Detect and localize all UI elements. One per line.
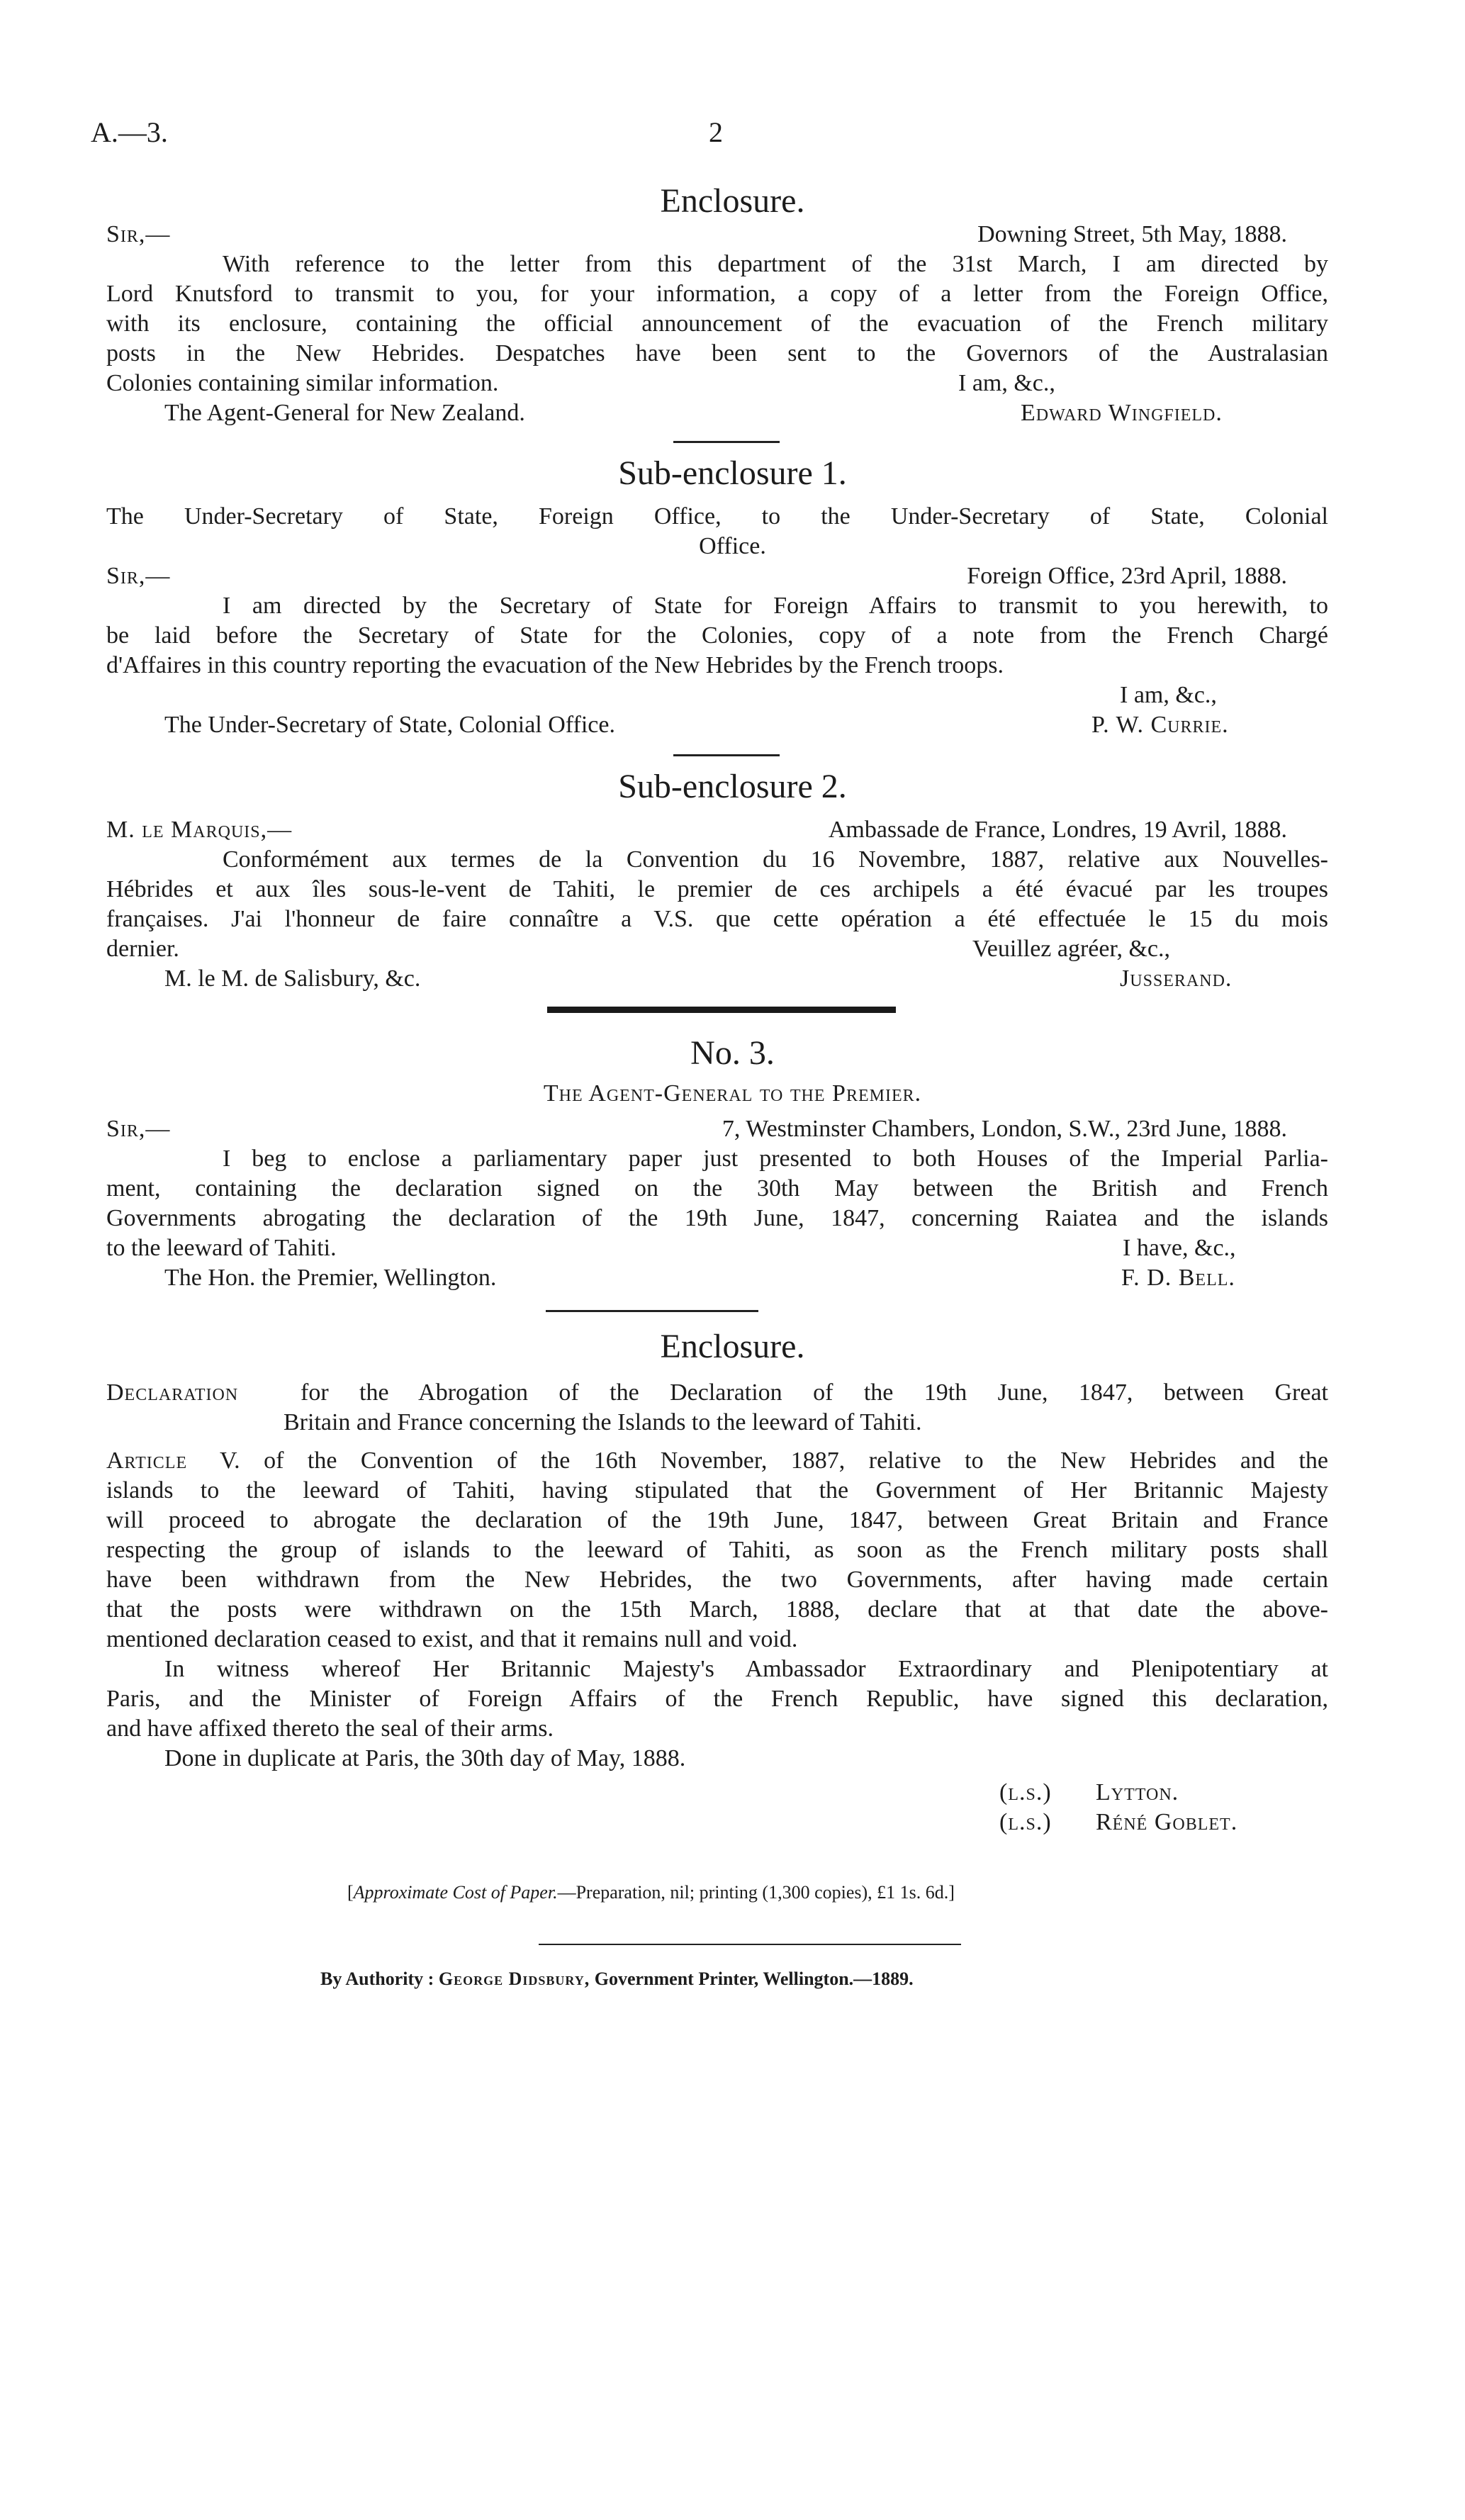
page-number: 2 (709, 116, 723, 148)
article-lead: Article (106, 1447, 188, 1474)
body-line: be laid before the Secretary of State for the Colonies, copy of a note from the French Chargé (106, 622, 1328, 649)
body-line: have been withdrawn from the New Hebrides, the two Governments, after having made certain (106, 1567, 1328, 1593)
printer-name: George Didsbury, (438, 1969, 590, 1989)
addressee: The Under-Secretary of State, Colonial Office. (164, 712, 615, 738)
body-line: will proceed to abrogate the declaration of the 19th June, 1847, between Great Britain and France (106, 1507, 1328, 1533)
body-line: ment, containing the declaration signed on the 30th May between the British and French (106, 1175, 1328, 1202)
closing: Veuillez agréer, &c., (972, 936, 1170, 962)
body-line: respecting the group of islands to the leeward of Tahiti, as soon as the French military posts shall (106, 1537, 1328, 1563)
section-divider (547, 1007, 896, 1013)
sub-enclosure-heading: Sub-enclosure 1. (618, 454, 847, 492)
enclosure-heading: Enclosure. (660, 1328, 805, 1365)
body-line: and have affixed thereto the seal of their arms. (106, 1715, 554, 1742)
imprint-lead: By Authority : (320, 1969, 434, 1989)
body-line: that the posts were withdrawn on the 15th March, 1888, declare that at that date the above- (106, 1596, 1328, 1623)
salutation: M. le Marquis,— (106, 817, 293, 843)
seal-mark: (l.s.) (999, 1779, 1052, 1805)
place-date: Ambassade de France, Londres, 19 Avril, 1888. (828, 817, 1287, 843)
addressee: M. le M. de Salisbury, &c. (164, 965, 421, 992)
body-line: In witness whereof Her Britannic Majesty's Ambassador Extraordinary and Plenipotentiary at (164, 1656, 1328, 1682)
series-number: A.—3. (91, 116, 168, 148)
body-line: Hébrides et aux îles sous-le-vent de Tahiti, le premier de ces archipels a été évacué par les troupes (106, 876, 1328, 902)
body-line: I beg to enclose a parliamentary paper just presented to both Houses of the Imperial Parlia- (223, 1146, 1328, 1172)
declaration-title-line: Britain and France concerning the Islands to the leeward of Tahiti. (284, 1409, 922, 1435)
signatory: Lytton. (1096, 1779, 1179, 1805)
printer-imprint (320, 1968, 914, 1990)
body-line: to the leeward of Tahiti. (106, 1235, 337, 1261)
body-line: Governments abrogating the declaration of the 19th June, 1847, concerning Raiatea and the islands (106, 1205, 1328, 1231)
sub-enclosure-title: Office. (699, 533, 766, 559)
body-line: V. of the Convention of the 16th November, 1887, relative to the New Hebrides and the (220, 1447, 1328, 1474)
cost-note: [Approximate Cost of Paper.—Preparation, nil; printing (1,300 copies), £1 1s. 6d.] (347, 1882, 955, 1903)
cost-note-text: —Preparation, nil; printing (1,300 copies), £1 1s. 6d. (557, 1882, 949, 1903)
addressee: The Agent-General for New Zealand. (164, 400, 525, 426)
divider (673, 441, 780, 443)
salutation: Sir,— (106, 1116, 171, 1142)
body-line: d'Affaires in this country reporting the evacuation of the New Hebrides by the French troops. (106, 652, 1004, 678)
done-line: Done in duplicate at Paris, the 30th day of May, 1888. (164, 1745, 686, 1771)
sub-enclosure-title: The Under-Secretary of State, Foreign Office, to the Under-Secretary of State, Colonial (106, 503, 1328, 530)
place-date: 7, Westminster Chambers, London, S.W., 23rd June, 1888. (722, 1116, 1287, 1142)
body-line: Lord Knutsford to transmit to you, for your information, a copy of a letter from the Foreign Office, (106, 281, 1328, 307)
place-date: Foreign Office, 23rd April, 1888. (967, 563, 1287, 589)
closing: I am, &c., (958, 370, 1055, 396)
salutation: Sir,— (106, 563, 171, 589)
place-date: Downing Street, 5th May, 1888. (977, 221, 1287, 247)
signatory: Réné Goblet. (1096, 1809, 1238, 1835)
body-line: I am directed by the Secretary of State for Foreign Affairs to transmit to you herewith, to (223, 593, 1328, 619)
body-line: Conformément aux termes de la Convention du 16 Novembre, 1887, relative aux Nouvelles- (223, 846, 1328, 873)
article-first-line (106, 1446, 1328, 1476)
body-line: with its enclosure, containing the official announcement of the evacuation of the French military (106, 310, 1328, 337)
declaration-title-lead: Declaration (106, 1379, 239, 1406)
letter-title: The Agent-General to the Premier. (543, 1080, 922, 1107)
cost-note-label: Approximate Cost of Paper. (353, 1882, 558, 1903)
declaration-title-line: for the Abrogation of the Declaration of the 19th June, 1847, between Great (301, 1379, 1328, 1406)
body-line: Paris, and the Minister of Foreign Affairs of the French Republic, have signed this declaration, (106, 1686, 1328, 1712)
footer-divider (539, 1944, 961, 1945)
body-line: Colonies containing similar information. (106, 370, 499, 396)
closing: I am, &c., (1120, 682, 1217, 708)
enclosure-heading: Enclosure. (660, 182, 805, 220)
body-line: posts in the New Hebrides. Despatches have been sent to the Governors of the Australasian (106, 340, 1328, 366)
document-number-heading: No. 3. (690, 1034, 775, 1072)
divider (673, 754, 780, 756)
body-line: mentioned declaration ceased to exist, and that it remains null and void. (106, 1626, 798, 1652)
body-line: islands to the leeward of Tahiti, having stipulated that the Government of Her Britannic Majesty (106, 1477, 1328, 1503)
addressee: The Hon. the Premier, Wellington. (164, 1265, 497, 1291)
sub-enclosure-heading: Sub-enclosure 2. (618, 768, 847, 805)
declaration-title (106, 1378, 1328, 1408)
body-line: françaises. J'ai l'honneur de faire connaître a V.S. que cette opération a été effectuée le 15 du mois (106, 906, 1328, 932)
body-line: With reference to the letter from this department of the 31st March, I am directed by (223, 251, 1328, 277)
imprint-rest: Government Printer, Wellington.—1889. (594, 1969, 914, 1989)
signature: Edward Wingfield. (1021, 400, 1223, 426)
closing: I have, &c., (1123, 1235, 1236, 1261)
divider (546, 1310, 758, 1312)
salutation: Sir,— (106, 221, 171, 247)
signature: F. D. Bell. (1121, 1265, 1235, 1291)
body-line: dernier. (106, 936, 179, 962)
signature: Jusserand. (1120, 965, 1233, 992)
seal-mark: (l.s.) (999, 1809, 1052, 1835)
signature: P. W. Currie. (1091, 712, 1229, 738)
